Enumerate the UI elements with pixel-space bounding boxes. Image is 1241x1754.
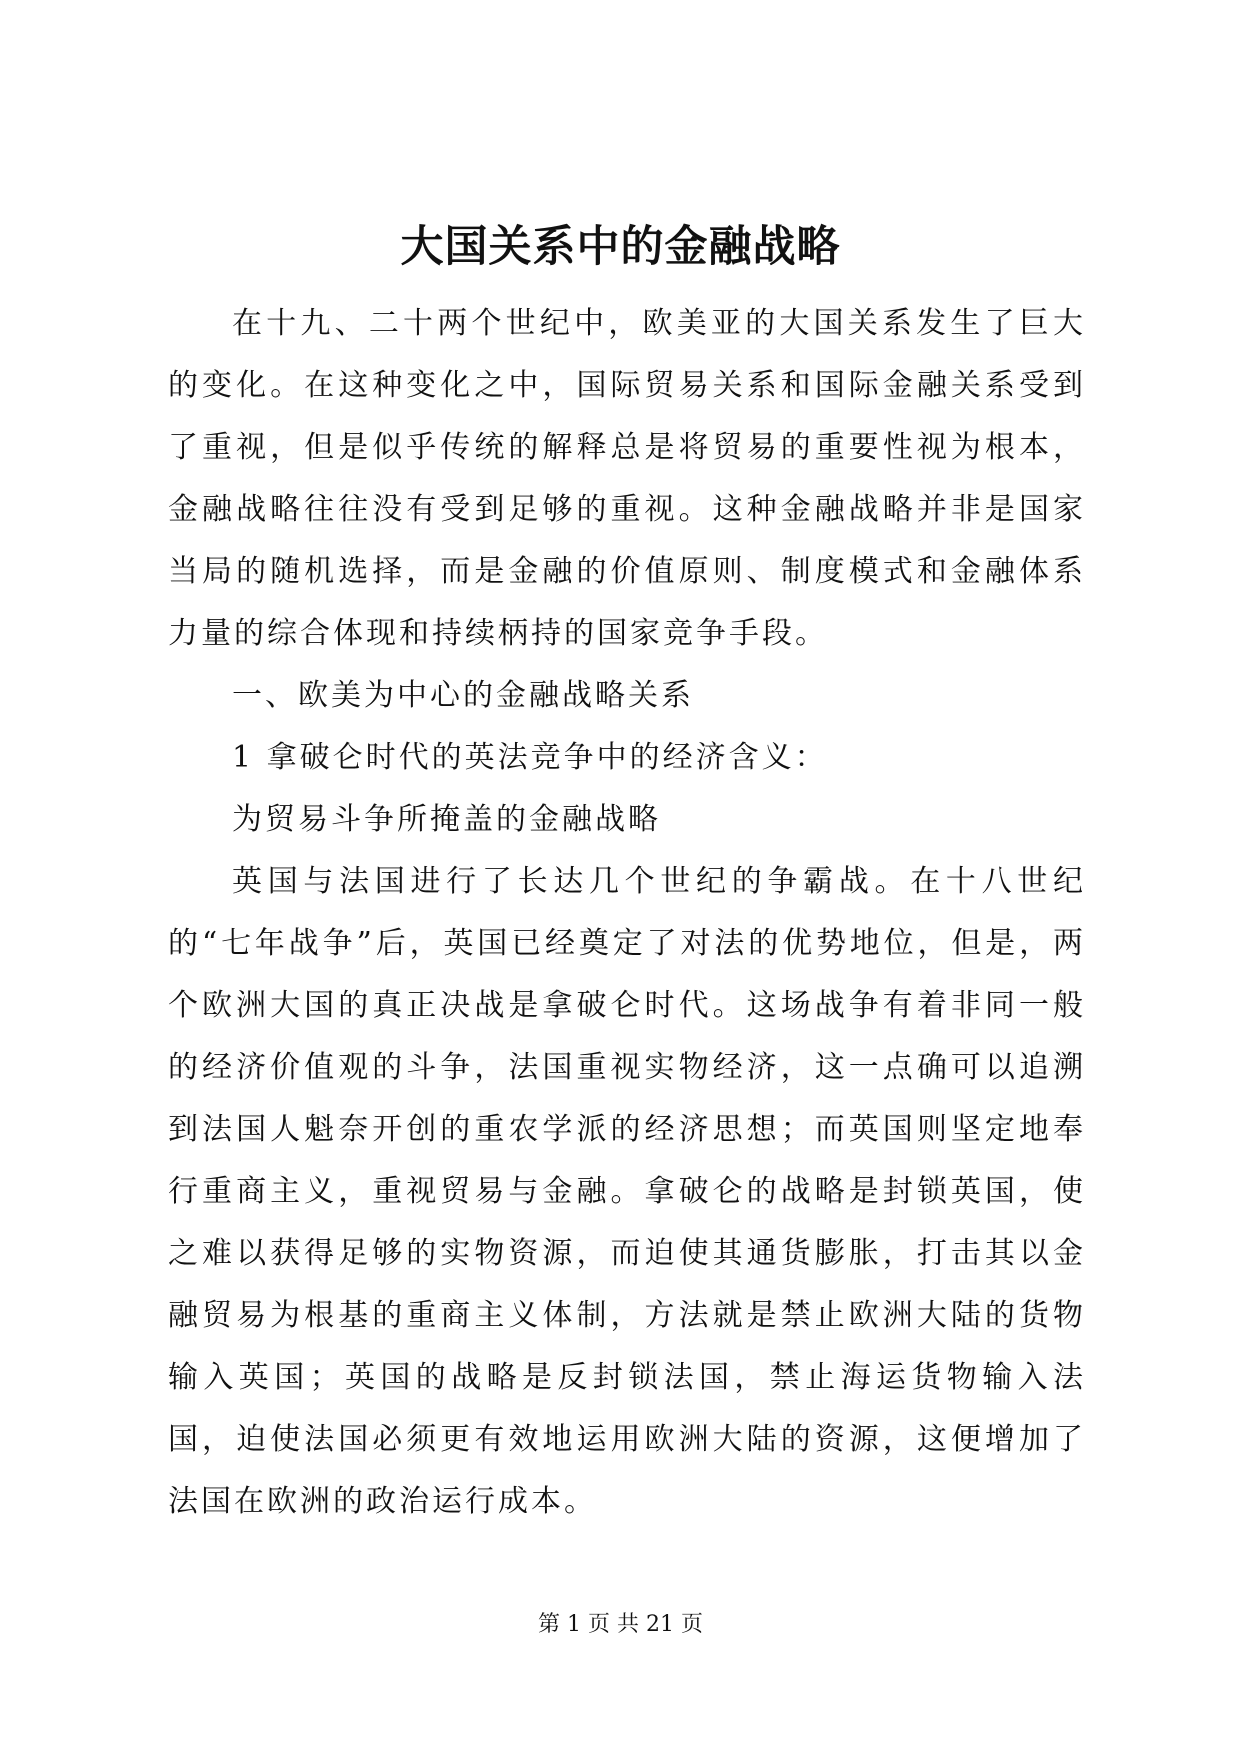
- document-body: [168, 293, 1086, 1533]
- subsection-subtitle: 为贸易斗争所掩盖的金融战略: [232, 802, 661, 837]
- document-title: 大国关系中的金融战略: [400, 222, 841, 272]
- subsection-heading: 1 拿破仑时代的英法竞争中的经济含义：: [232, 740, 828, 775]
- paragraph-intro: 在十九、二十两个世纪中，欧美亚的大国关系发生了巨大的变化。在这种变化之中，国际贸易关系和国际金融关系受到了重视，但是似乎传统的解释总是将贸易的重要性视为根本，金融战略往往没有受到足够的重视。这种金融战略并非是国家当局的随机选择，而是金融的价值原则、制度模式和金融体系力量的综合体现和持续柄持的国家竞争手段。: [168, 306, 1086, 651]
- page-number-footer: 第 1 页 共 21 页: [538, 1612, 703, 1637]
- section-heading: 一、欧美为中心的金融战略关系: [232, 678, 694, 713]
- paragraph-anglo-french: 英国与法国进行了长达几个世纪的争霸战。在十八世纪的“七年战争”后，英国已经奠定了对法的优势地位，但是，两个欧洲大国的真正决战是拿破仑时代。这场战争有着非同一般的经济价值观的斗争，法国重视实物经济，这一点确可以追溯到法国人魁奈开创的重农学派的经济思想；而英国则坚定地奉行重商主义，重视贸易与金融。拿破仑的战略是封锁英国，使之难以获得足够的实物资源，而迫使其通货膨胀，打击其以金融贸易为根基的重商主义体制，方法就是禁止欧洲大陆的货物输入英国；英国的战略是反封锁法国，禁止海运货物输入法国，迫使法国必须更有效地运用欧洲大陆的资源，这便增加了法国在欧洲的政治运行成本。: [168, 864, 1086, 1519]
